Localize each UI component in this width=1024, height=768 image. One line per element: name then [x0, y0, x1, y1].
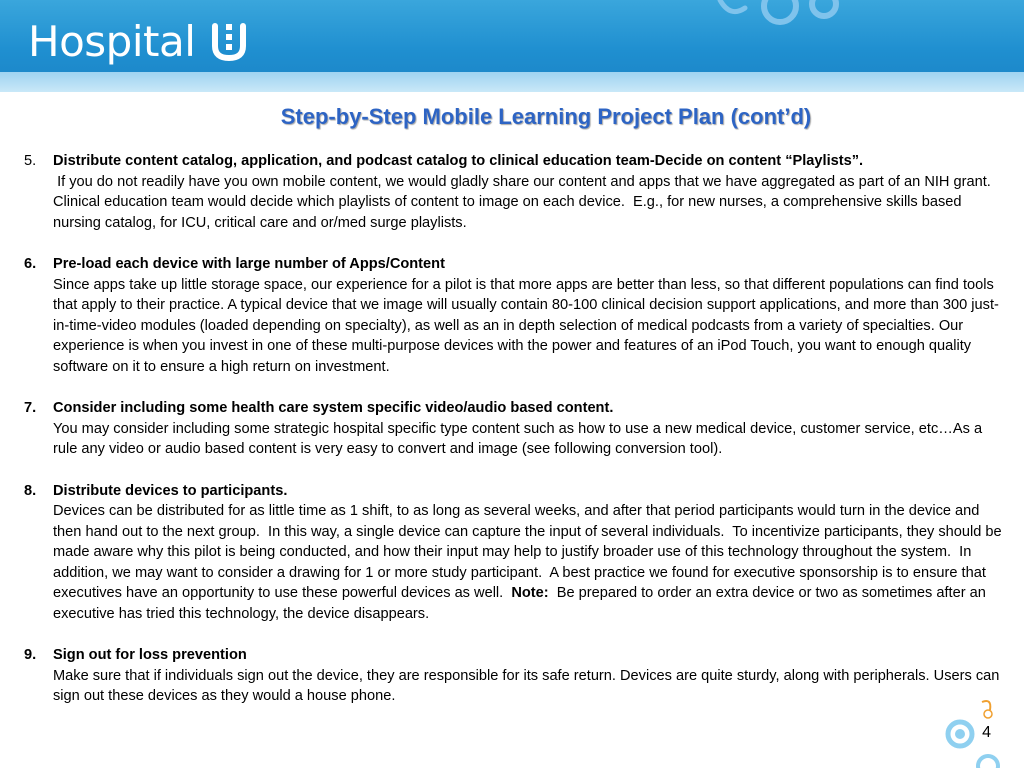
- slide-content: [24, 151, 1006, 728]
- list-item: [24, 151, 1002, 233]
- logo-text: Hospital: [28, 17, 196, 66]
- item-heading: Sign out for loss prevention: [53, 647, 247, 664]
- item-number: 9.: [24, 647, 37, 664]
- item-text: [53, 398, 1002, 460]
- item-text: [53, 151, 1002, 233]
- item-number: 5.: [24, 153, 37, 169]
- hospital-logo: [28, 16, 247, 68]
- list-item: [24, 481, 1006, 625]
- item-body: Devices can be distributed for as little time as 1 shift, to as long as several weeks, and after that period participants would turn in the device and then hand out to the next group. In this way, a single device can capture the input of several individuals. To incentivize participants, they should be made aware why this pilot is being conducted, and how their input may help to justify broader use of this technology throughout the system. In addition, we may want to consider a drawing for 1 or more study participant. A best practice we found for executive sponsorship is to ensure that executives have an opportunity to use these powerful devices as well.: [53, 503, 1006, 602]
- list-item: [24, 645, 1002, 707]
- item-number: 8.: [24, 482, 37, 499]
- item-number: 6.: [24, 255, 37, 272]
- item-body: If you do not readily have you own mobile content, we would gladly share our content and apps that we have aggregated as part of an NIH grant. Clinical education team would decide which playlists of content to image on each device. E.g., for new nurses, a comprehensive skills based nursing catalog, for ICU, critical care and or/med surge playlists.: [53, 173, 999, 231]
- item-body: You may consider including some strategic hospital specific type content such as how to use a new medical device, customer service, etc…As a rule any video or audio based content is very easy to convert and image (see following conversion tool).: [53, 420, 983, 458]
- list-item: [24, 254, 1002, 378]
- item-text: [53, 481, 1006, 625]
- item-heading: Consider including some health care system specific video/audio based content.: [53, 400, 614, 417]
- corner-circle-decoration: [936, 694, 1024, 768]
- header-stripe: [0, 72, 1024, 92]
- item-body: Make sure that if individuals sign out the device, they are responsible for its safe return. Devices are quite sturdy, along with peripherals. Users can sign out these devices as they would a house phone.: [53, 667, 1000, 705]
- list-item: [24, 398, 1002, 460]
- note-label: Note:: [511, 585, 549, 602]
- item-body: Since apps take up little storage space, our experience for a pilot is that more apps are better than less, so that different populations can find tools that apply to their practice. A typical device that we image will usually contain 80-100 clinical decision support applications, and more than 300 just-in-time-video modules (loaded depending on specialty), as well as an in depth selection of medical podcasts from a variety of specialties. Our experience is when you invest in one of these multi-purpose devices with the power and features of an iPod Touch, you want to enough quality software on it to ensure a high return on investment.: [53, 276, 999, 375]
- slide-header: [0, 0, 1024, 92]
- item-number: 7.: [24, 400, 37, 417]
- item-heading: Pre-load each device with large number of Apps/Content: [53, 255, 445, 272]
- page-number: 4: [982, 724, 991, 741]
- item-heading: Distribute content catalog, application, and podcast catalog to clinical education team-Decide on content “Playlists”.: [53, 153, 864, 169]
- item-text: [53, 645, 1002, 707]
- header-circle-decoration: [700, 0, 860, 40]
- item-text: [53, 254, 1002, 378]
- note-text: Be prepared to order an extra device or two as sometimes after an executive has tried this technology, the device disappears.: [53, 585, 990, 623]
- hospital-u-icon: [211, 22, 247, 62]
- slide-title: Step-by-Step Mobile Learning Project Plan (cont’d): [280, 104, 812, 129]
- item-heading: Distribute devices to participants.: [53, 482, 288, 499]
